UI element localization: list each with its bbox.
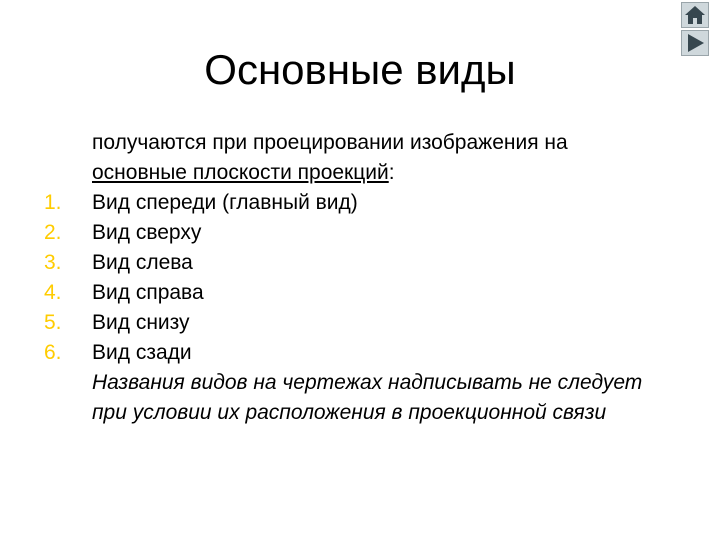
list-item bbox=[36, 218, 646, 248]
list-number: 6. bbox=[44, 341, 62, 364]
list-item bbox=[36, 188, 646, 218]
home-button[interactable] bbox=[681, 2, 709, 28]
slide-title: Основные виды bbox=[204, 46, 516, 93]
views-list bbox=[36, 188, 646, 368]
list-number: 1. bbox=[44, 191, 62, 214]
list-text: Вид справа bbox=[92, 281, 204, 304]
list-item bbox=[36, 338, 646, 368]
list-item bbox=[36, 308, 646, 338]
list-number: 3. bbox=[44, 251, 62, 274]
slide-body bbox=[36, 128, 646, 428]
list-number: 5. bbox=[44, 311, 62, 334]
intro-colon: : bbox=[388, 161, 395, 184]
intro-underlined: основные плоскости проекций bbox=[92, 161, 389, 184]
list-text: Вид сзади bbox=[92, 341, 192, 364]
list-text: Вид слева bbox=[92, 251, 193, 274]
list-text: Вид сверху bbox=[92, 221, 202, 244]
list-text: Вид спереди (главный вид) bbox=[92, 191, 358, 214]
intro-part1: получаются при проецировании изображения на bbox=[92, 131, 568, 154]
list-text: Вид снизу bbox=[92, 311, 190, 334]
note-text: Названия видов на чертежах надписывать не следует при условии их расположения в проекционной связи bbox=[92, 371, 643, 424]
intro-text bbox=[92, 128, 646, 188]
home-icon bbox=[682, 3, 708, 27]
list-item bbox=[36, 278, 646, 308]
list-number: 2. bbox=[44, 221, 62, 244]
list-item bbox=[36, 248, 646, 278]
list-number: 4. bbox=[44, 281, 62, 304]
